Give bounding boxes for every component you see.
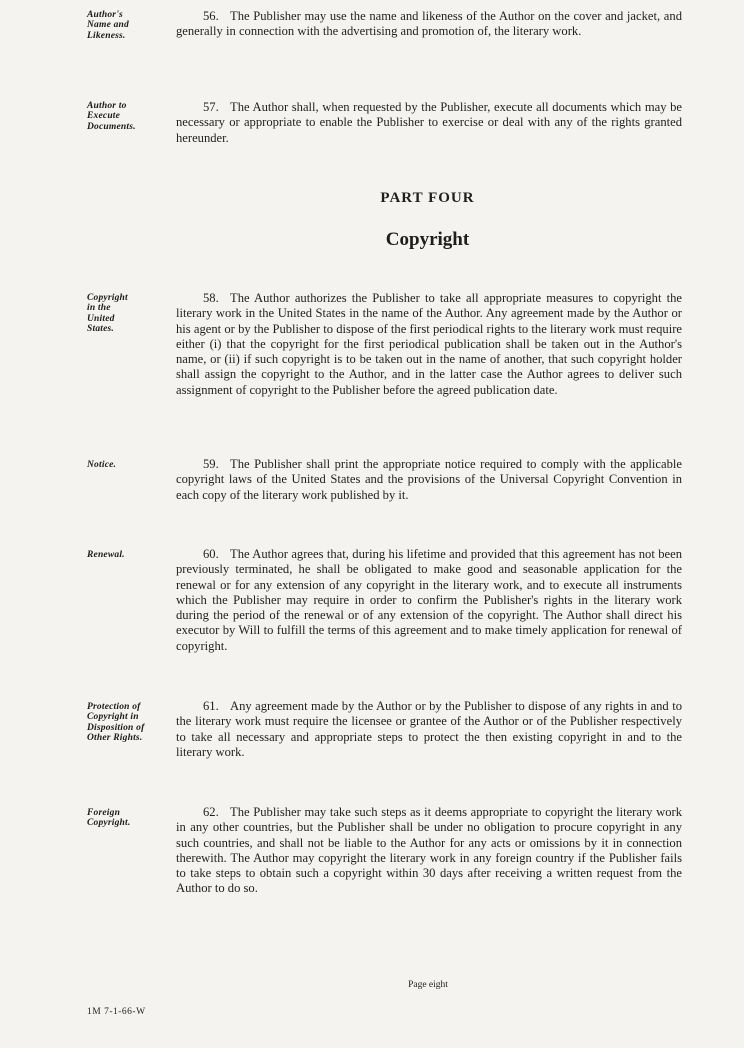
margin-note-line: Likeness. (87, 30, 126, 41)
clause-body: The Publisher may take such steps as it deems appropriate to copyright the literary work in any other countries, but the Publisher shall be under no obligation to procure copyright in any such countries, and shall not be liable to the Author for any acts or omissions by it in connection therewith. The Author may copyright the literary work in any foreign country if the Publisher fails to take steps to obtain such a copyright within 30 days after receiving a written request from the Author to do so. (176, 805, 682, 896)
margin-note (87, 808, 173, 829)
clause-number: 59. (203, 457, 219, 471)
clause-number: 58. (203, 291, 219, 305)
clause-body: The Publisher shall print the appropriate notice required to comply with the applicable copyright laws of the United States and the provisions of the Universal Copyright Convention in each copy of the literary work published by it. (176, 457, 682, 502)
clause-text (176, 805, 682, 897)
margin-note (87, 101, 173, 132)
page-number: Page eight (408, 980, 448, 990)
margin-note-line: Other Rights. (87, 732, 143, 743)
margin-note-line: Copyright. (87, 818, 131, 829)
margin-note (87, 293, 173, 334)
margin-note-line: Author to (87, 101, 127, 111)
margin-note-line: Disposition of (87, 722, 145, 733)
clause-number: 57. (203, 100, 219, 114)
margin-note-line: States. (87, 323, 115, 334)
clause-number: 61. (203, 699, 219, 713)
margin-note (87, 10, 173, 41)
clause-body: The Author authorizes the Publisher to take all appropriate measures to copyright the literary work in the United States in the name of the Author. Any agreement made by the Author or his agent or by the Publisher to dispose of the first periodical rights to the literary work must require either (i) that the copyright for the first periodical publication shall be taken out in the Author's name, or (ii) if such copyright is to be taken out in the name of another, that such copyright holder shall assign the copyright to the Author, and in the latter case the Author agrees to deliver such assignment of copyright to the Publisher before the agreed publication date. (176, 291, 682, 397)
clause-text (176, 291, 682, 398)
margin-note (87, 460, 173, 470)
clause-text (176, 9, 682, 40)
clause-number: 56. (203, 9, 219, 23)
clause-text (176, 457, 682, 503)
clause-body: The Author agrees that, during his lifetime and provided that this agreement has not been previously terminated, he shall be obligated to make good and seasonable application for the renewal or for any extension of any copyright in the literary work, and to execute all instruments which the Publisher may require in order to confirm the Publisher's rights in the literary work during the period of the renewal or of any extension of the copyright. The Author shall direct his executor by Will to fulfill the terms of this agreement and to make timely application for renewal of copyright. (176, 547, 682, 653)
margin-note (87, 702, 173, 743)
margin-note-line: in the (87, 303, 111, 314)
margin-note-line: Execute (87, 111, 121, 122)
margin-note-line: United (87, 313, 115, 324)
clause-body: Any agreement made by the Author or by the Publisher to dispose of any rights in and to the literary work must require the licensee or grantee of the Author or of the Publisher respectively to take all necessary and appropriate steps to protect the then existing copyright in and to the literary work. (176, 699, 682, 759)
margin-note-line: Documents. (87, 121, 136, 132)
margin-note-line: Copyright (87, 293, 128, 303)
clause-number: 60. (203, 547, 219, 561)
clause-text (176, 699, 682, 760)
form-code: 1M 7-1-66-W (87, 1007, 146, 1017)
margin-note-line: Renewal. (87, 550, 125, 560)
clause-body: The Author shall, when requested by the Publisher, execute all documents which may be necessary or appropriate to enable the Publisher to exercise or deal with any of the rights granted hereunder. (176, 100, 682, 145)
clause-text (176, 547, 682, 654)
part-heading: PART FOUR (380, 190, 475, 206)
margin-note-line: Name and (87, 20, 129, 31)
margin-note-line: Protection of (87, 702, 141, 712)
margin-note-line: Notice. (87, 460, 117, 470)
margin-note-line: Foreign (87, 808, 121, 818)
section-heading: Copyright (385, 229, 470, 250)
clause-number: 62. (203, 805, 219, 819)
clause-text (176, 100, 682, 146)
clause-body: The Publisher may use the name and likeness of the Author on the cover and jacket, and generally in connection with the advertising and promotion of, the literary work. (176, 9, 682, 39)
margin-note-line: Author's (87, 10, 123, 20)
margin-note (87, 550, 173, 560)
margin-note-line: Copyright in (87, 712, 139, 723)
